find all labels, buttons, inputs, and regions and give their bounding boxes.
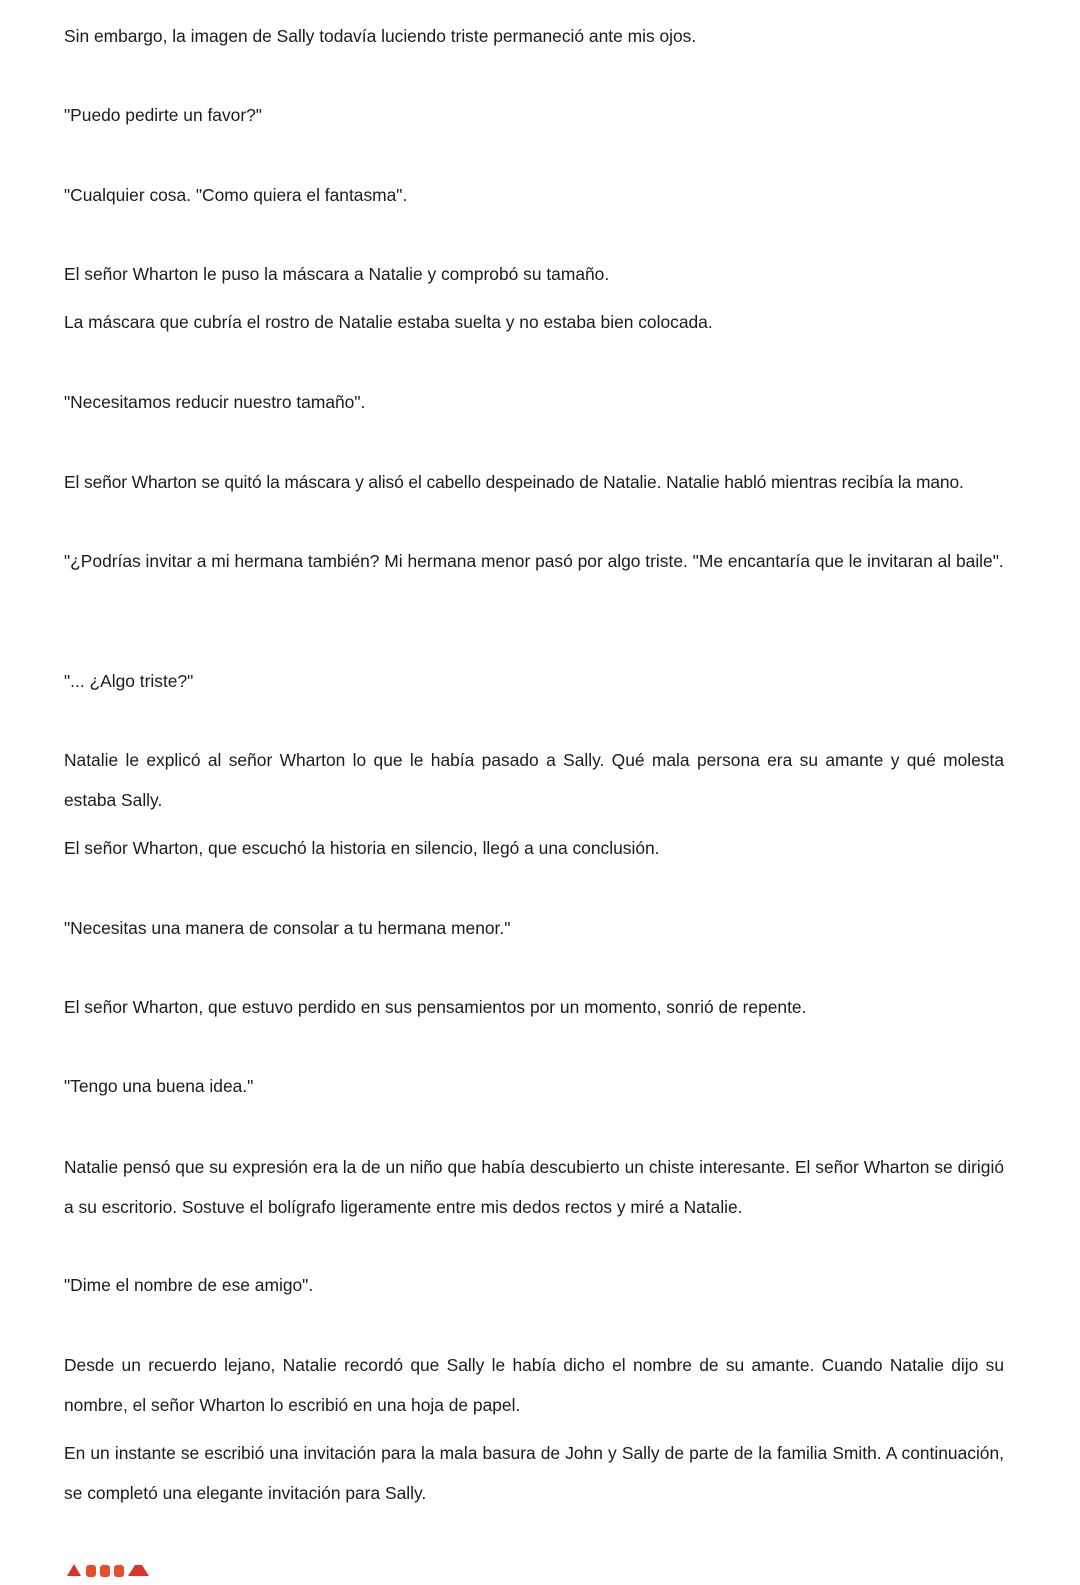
- paragraph-3: "Cualquier cosa. "Como quiera el fantasma".: [64, 185, 408, 205]
- paragraph-12: "Necesitas una manera de consolar a tu hermana menor.": [64, 918, 511, 938]
- paragraph-13: El señor Wharton, que estuvo perdido en sus pensamientos por un momento, sonrió de repente.: [64, 997, 807, 1017]
- paragraph-11: El señor Wharton, que escuchó la historia en silencio, llegó a una conclusión.: [64, 838, 660, 858]
- paragraph-4: El señor Wharton le puso la máscara a Natalie y comprobó su tamaño.: [64, 264, 610, 284]
- footer-logo-icon: [64, 1562, 174, 1585]
- paragraph-17: Desde un recuerdo lejano, Natalie recordó que Sally le había dicho el nombre de su amante. Cuando Natalie dijo su nombre, el señor Wharton lo escribió en una hoja de papel.: [64, 1355, 1004, 1415]
- paragraph-14: "Tengo una buena idea.": [64, 1076, 254, 1096]
- paragraph-2: "Puedo pedirte un favor?": [64, 105, 262, 125]
- paragraph-16: "Dime el nombre de ese amigo".: [64, 1275, 314, 1295]
- paragraph-7: El señor Wharton se quitó la máscara y alisó el cabello despeinado de Natalie. Natalie habló mientras recibía la mano.: [64, 472, 964, 492]
- footer-logo-shapes: [64, 1562, 174, 1585]
- paragraph-9: "... ¿Algo triste?": [64, 671, 194, 691]
- paragraph-1: Sin embargo, la imagen de Sally todavía luciendo triste permaneció ante mis ojos.: [64, 26, 697, 46]
- paragraph-6: "Necesitamos reducir nuestro tamaño".: [64, 392, 366, 412]
- paragraph-8: "¿Podrías invitar a mi hermana también? Mi hermana menor pasó por algo triste. "Me encantaría que le invitaran al baile".: [64, 551, 1004, 571]
- paragraph-15: Natalie pensó que su expresión era la de un niño que había descubierto un chiste interesante. El señor Wharton se dirigió a su escritorio. Sostuve el bolígrafo ligeramente entre mis dedos rectos y miré a Natalie.: [64, 1157, 1004, 1217]
- paragraph-18: En un instante se escribió una invitación para la mala basura de John y Sally de parte de la familia Smith. A continuación, se completó una elegante invitación para Sally.: [64, 1443, 1004, 1503]
- paragraph-10: Natalie le explicó al señor Wharton lo que le había pasado a Sally. Qué mala persona era su amante y qué molesta estaba Sally.: [64, 750, 1004, 810]
- paragraph-5: La máscara que cubría el rostro de Natalie estaba suelta y no estaba bien colocada.: [64, 312, 713, 332]
